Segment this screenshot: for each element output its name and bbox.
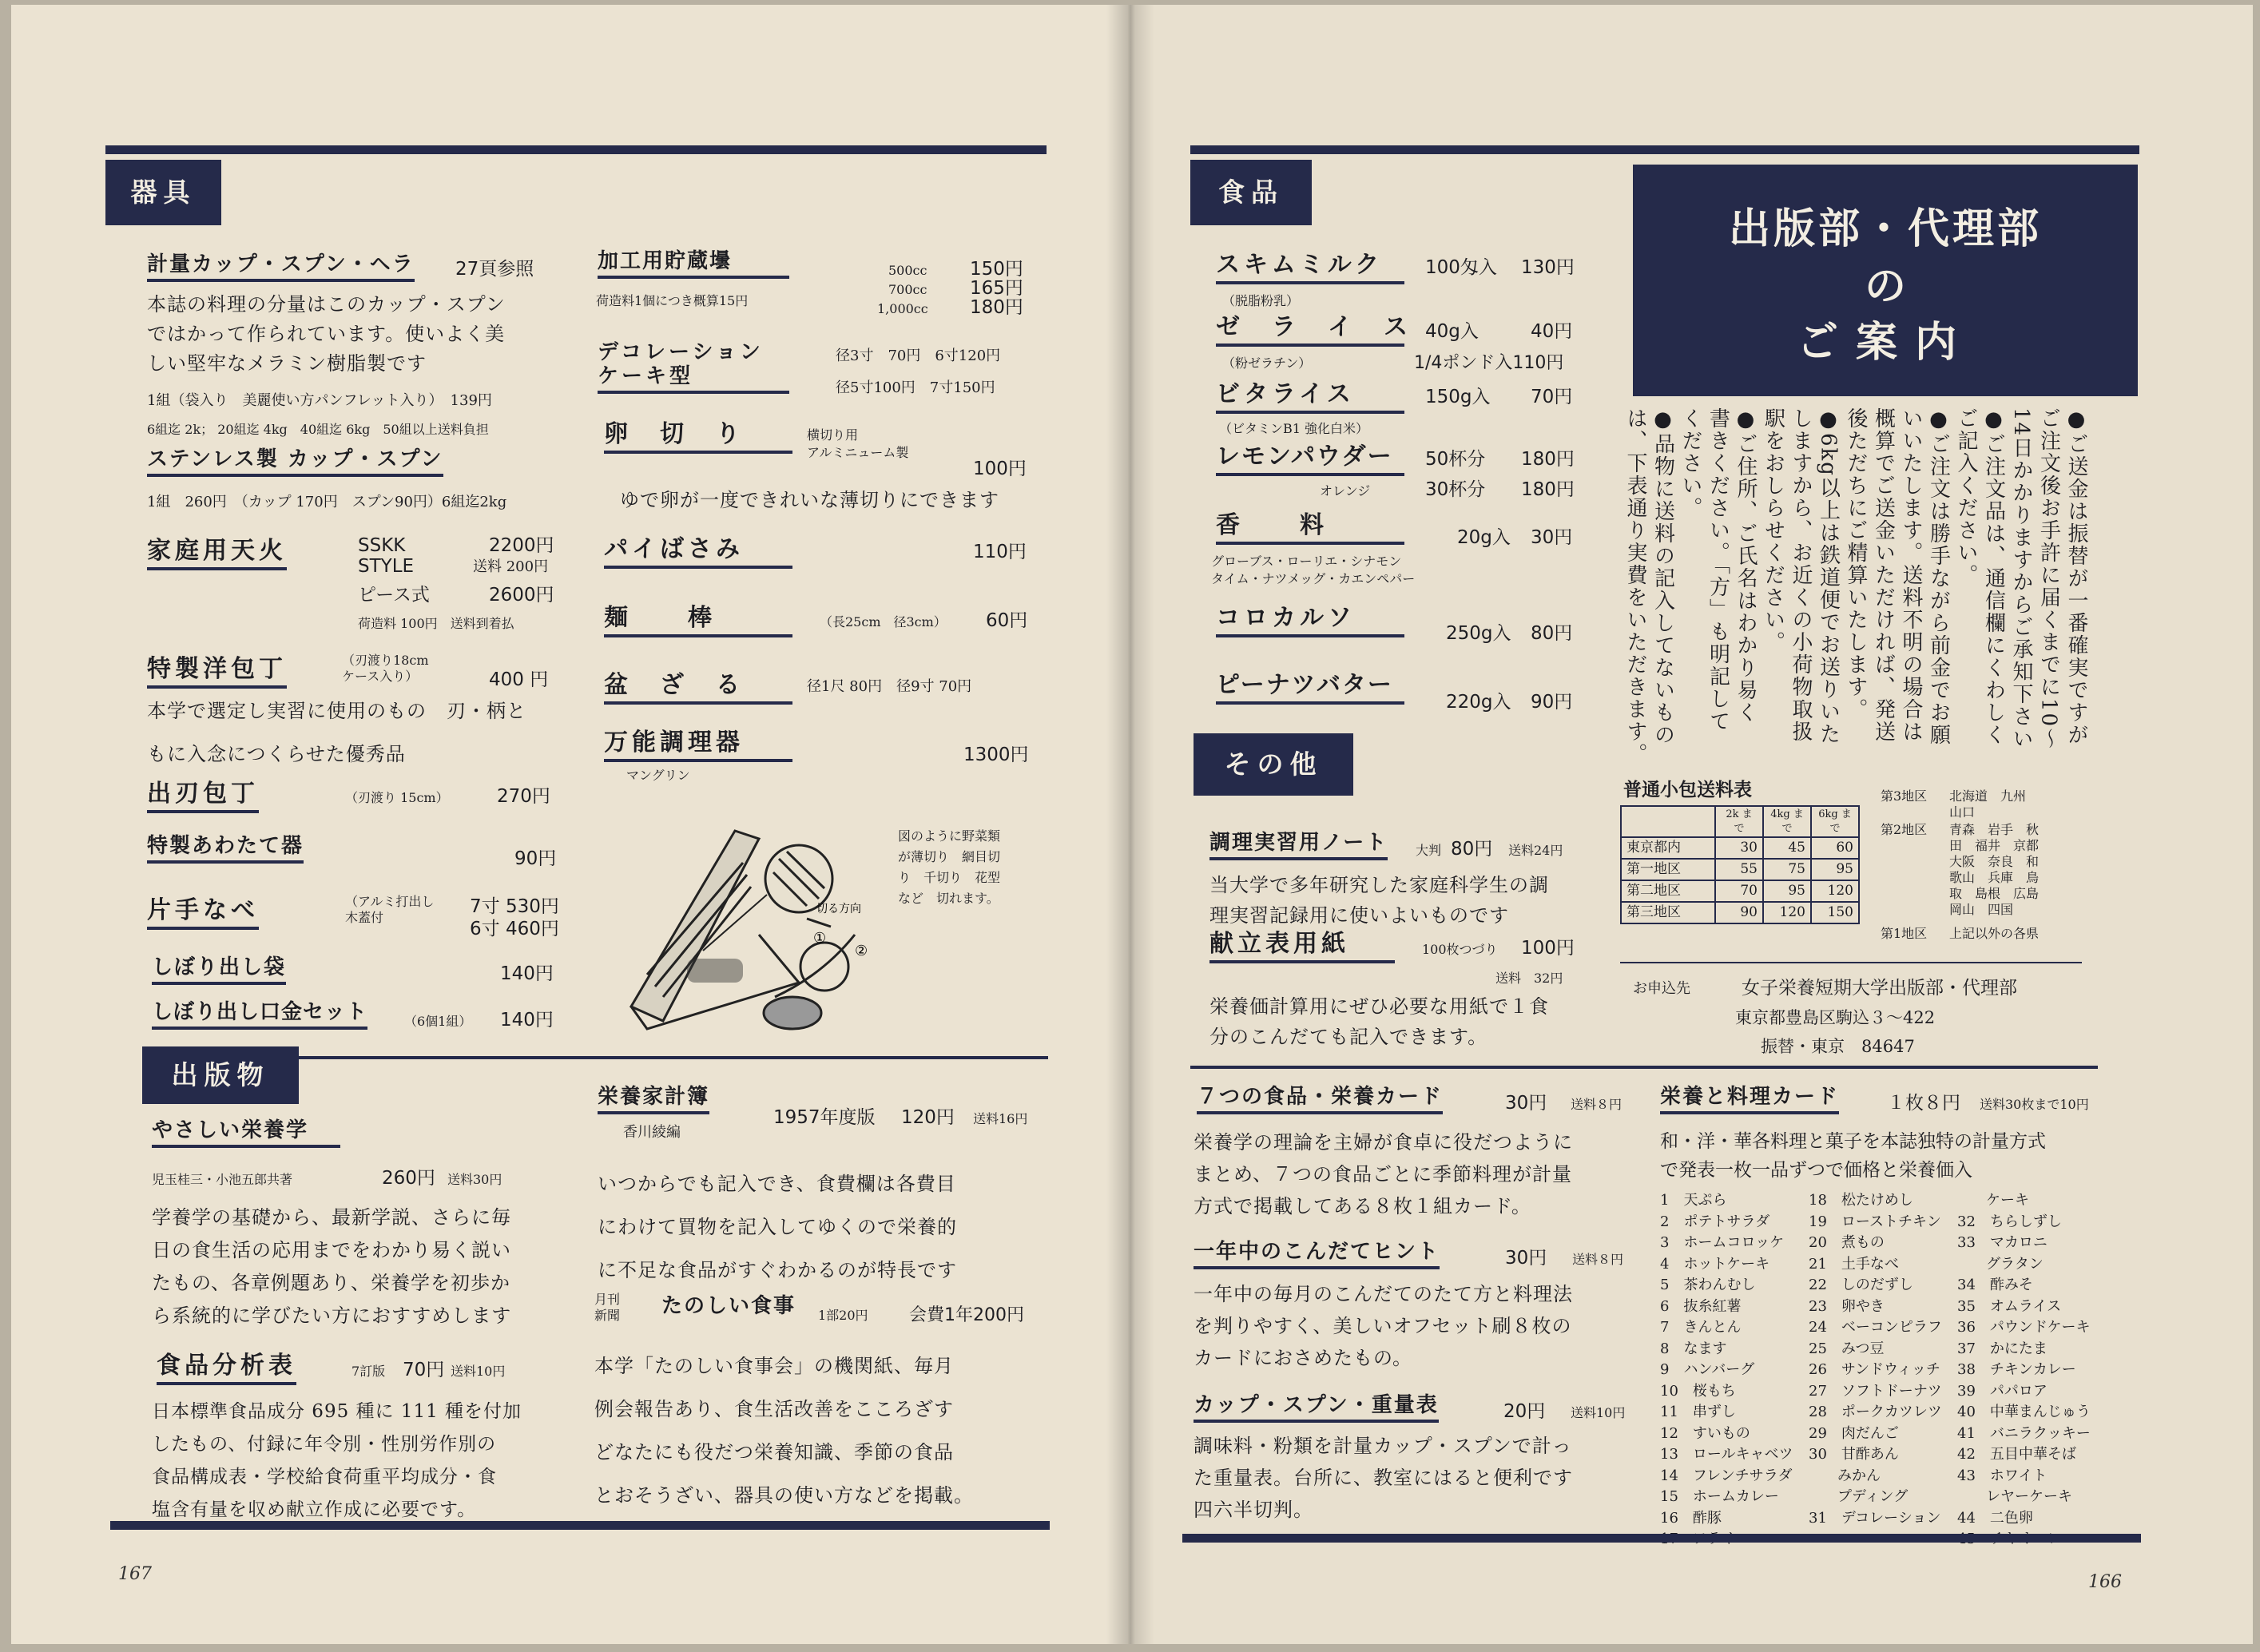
hint-title: 一年中のこんだてヒント [1194,1240,1440,1269]
weight-line-2: た重量表。台所に、教室にはると便利です [1194,1467,1573,1489]
shipping-fee: 150 [1811,902,1859,923]
pan-spec-2: 木蓋付 [345,910,384,925]
guide-title-2: の [1864,263,1906,312]
food-sub-5: グローブス・ローリエ・シナモン [1211,554,1402,569]
slicer-caption-1: 図のように野菜類 [898,828,1001,844]
food-name-7: ピーナツバター [1216,671,1404,705]
food-price-3: 70円 [1531,387,1573,407]
rolling-price: 60円 [986,610,1028,631]
recipecard-price: １枚８円 [1887,1093,1960,1114]
item-title-measuring: 計量カップ・スプン・ヘラ [147,252,415,282]
recipe-card-item: 8 なます [1660,1340,1727,1357]
book1-authors: 児玉桂三・小池五郎共著 [152,1172,293,1187]
recipe-card-item: レヤーケーキ [1957,1488,2072,1505]
jar-price-2: 165円 [970,278,1023,299]
guide-note-col: ●ご送金は振替が一番確実ですが [2064,407,2088,746]
food-name-4: レモンパウダー [1216,443,1404,476]
shipping-fee: 45 [1763,837,1811,859]
shipping-fee: 75 [1763,859,1811,880]
guide-note-col: 概算でご送金いただければ、発送 [1871,407,1896,743]
section-others: その他 [1194,733,1353,796]
slicer-caption-4: など 切れます。 [898,891,999,906]
menu-spec: 100枚つづり [1422,942,1498,957]
book1-line-3: たもの、各章例題あり、栄養学を初歩か [152,1272,511,1294]
stove-price-1: 2200円 [489,535,554,556]
pie-price: 110円 [973,542,1027,562]
shipping-fee: 95 [1811,859,1859,880]
cakemold-row-2: 径5寸100円 7寸150円 [836,379,995,396]
guide-note-col: 駅をおしらせください。 [1761,407,1785,653]
jar-note: 荷造料1個につき概算15円 [596,293,749,308]
shipping-fee: 120 [1811,880,1859,902]
book2-postage: 送料10円 [451,1364,506,1379]
card7-line-3: 方式で掲載してある８枚１組カード。 [1194,1195,1531,1217]
recipe-card-item: 37 かにたま [1957,1340,2048,1357]
measuring-desc-2: ではかって作られています。使いよく美 [147,323,506,345]
book4-line-4: とおそうざい、器具の使い方などを掲載。 [594,1484,974,1507]
ship-head-1: 2k まで [1715,806,1763,837]
pan-spec-1: （アルミ打出し [345,894,435,909]
rolling-spec: （長25cm 径3cm） [820,614,947,629]
bottom-rule-right [1182,1534,2141,1543]
recipe-card-item: ケーキ [1957,1192,2029,1209]
recipe-card-item: 14 フレンチサラダ [1660,1467,1793,1484]
food-sub-3: （ビタミンB1 強化白米） [1219,421,1369,436]
book3-postage: 送料16円 [973,1111,1028,1126]
pan-price-1: 7寸 530円 [470,896,559,917]
item-title-pan: 片手なべ [147,896,259,930]
book-gutter [1106,5,1154,1644]
zone1-label: 第1地区 [1881,926,1928,941]
zone3-label: 第3地区 [1881,788,1928,804]
book3-line-1: いつからでも記入でき、食費欄は各費目 [598,1173,956,1195]
slicer-caption-3: り 千切り 花型 [898,870,1001,885]
section-food: 食品 [1190,160,1312,225]
shipping-fee: 70 [1715,880,1763,902]
zone2-area: 岡山 四国 [1949,902,2014,917]
contact-address: 東京都豊島区駒込３〜422 [1735,1008,1936,1027]
book1-line-2: 日の食生活の応用までをわかり易く説い [152,1239,511,1261]
book3-edition: 1957年度版 [773,1107,876,1128]
food-qty-2: 40g入 [1425,321,1479,342]
food-qty2-2: 1/4ポンド入110円 [1414,353,1564,373]
food-price-2: 40円 [1531,321,1573,342]
notebook-price: 80円 [1451,839,1493,860]
guide-note-col: ●品物に送料の記入してないもの [1650,407,1675,746]
recipe-card-item: 24 ベーコンピラフ [1809,1319,1942,1336]
menu-price: 100円 [1521,938,1575,959]
fig-label-1: ① [813,930,827,947]
hint-line-2: を判りやすく、美しいオフセット刷８枚の [1194,1315,1572,1337]
contact-account: 振替・東京 84647 [1761,1037,1915,1056]
item-title-jar: 加工用貯蔵壜 [598,249,789,279]
contact-name: 女子栄養短期大学出版部・代理部 [1742,978,2017,999]
food-price-4: 180円 [1521,449,1575,470]
recipe-card-item: 28 ポークカツレツ [1809,1404,1942,1420]
recipe-card-item: 3 ホームコロッケ [1660,1234,1785,1251]
item-title-deba: 出刃包丁 [147,780,259,813]
recipe-card-item: 18 松たけめし [1809,1192,1913,1209]
item-title-bag: しぼり出し袋 [152,955,286,985]
recipe-card-item: 30 甘酢あん [1809,1446,1899,1463]
item-title-stainless: ステンレス製 カップ・スプン [147,447,443,477]
whisk-price: 90円 [514,848,557,869]
hint-line-3: カードにおさめたもの。 [1194,1347,1413,1369]
shipping-table [1620,805,1860,924]
deba-spec: （刃渡り 15cm） [345,790,449,805]
measuring-postage: 6組迄 2k； 20組迄 4kg 40組迄 6kg 50組以上送料負担 [147,422,489,437]
food-price-1: 130円 [1521,257,1575,278]
item-title-cakemold-2: ケーキ型 [598,364,789,394]
book2-line-4: 塩含有量を収め献立作成に必要です。 [152,1499,477,1520]
card7-price: 30円 [1505,1093,1547,1114]
recipe-card-item: 11 串ずし [1660,1404,1736,1420]
recipe-card-item: 43 ホワイト [1957,1467,2048,1484]
zone3-area-2: 山口 [1949,804,1976,820]
recipe-card-item: 7 きんとん [1660,1319,1742,1336]
page-number-right: 166 [2088,1572,2122,1592]
jar-size-3: 1,000cc [877,301,928,316]
pub-title-book1: やさしい栄養学 [152,1118,340,1148]
eggcutter-desc: ゆで卵が一度できれいな薄切りにできます [620,489,999,511]
hint-postage: 送料８円 [1572,1252,1624,1267]
notebook-line-2: 理実習記録用に使いよいものです [1209,904,1509,927]
recipe-card-item: 19 ローストチキン [1809,1213,1941,1230]
hint-price: 30円 [1505,1248,1547,1269]
recipe-card-item: 39 パパロア [1957,1382,2048,1400]
guide-title-box [1633,165,2138,396]
food-price-5: 30円 [1531,527,1573,548]
zone2-label: 第2地区 [1881,822,1928,837]
book2-line-3: 食品構成表・学校給食荷重平均成分・食 [152,1467,497,1487]
nozzle-spec: （6個1組） [404,1014,472,1029]
book3-line-2: にわけて買物を記入してゆくので栄養的 [598,1216,957,1238]
book3-line-3: に不足な食品がすぐわかるのが特長です [598,1259,957,1281]
food-name-3: ビタライス [1216,380,1404,414]
book1-line-4: ら系統的に学びたい方におすすめします [152,1305,512,1327]
book3-author: 香川綾編 [623,1124,681,1141]
contact-rule [1620,962,2082,963]
book4-fee: 会費1年200円 [909,1305,1024,1325]
recipe-card-item: 36 パウンドケーキ [1957,1319,2091,1336]
book4-line-1: 本学「たのしい食事会」の機関紙、毎月 [594,1355,954,1377]
food-qty-7: 220g入 [1446,692,1511,713]
guide-note-col: しますから、お近くの小荷物取扱 [1789,407,1813,743]
food-name-6: コロカルソ [1216,604,1404,637]
guide-note-col: ●ご注文品は、通信欄にくわしく [1981,407,2006,746]
recipe-card-item: 33 マカロニ [1957,1234,2048,1251]
top-rule-left [105,145,1047,154]
stove-postage: 送料 200円 [473,558,549,575]
card7-title: ７つの食品・栄養カード [1197,1085,1443,1114]
page-number-left: 167 [118,1564,152,1584]
recipe-card-item: 20 煮もの [1809,1234,1885,1251]
food-sub2-5: タイム・ナツメッグ・カエンペパー [1211,571,1416,586]
item-title-cakemold-1: デコレーション [598,340,764,364]
jar-size-1: 500cc [888,263,927,278]
left-page [11,5,1128,1644]
ship-head-2: 4kg まで [1763,806,1811,837]
card7-line-2: まとめ、７つの食品ごとに季節料理が計量 [1194,1163,1573,1185]
recipecard-line-1: 和・洋・華各料理と菓子を本誌独特の計量方式 [1660,1131,2046,1152]
shipping-region: 第一地区 [1621,859,1715,880]
recipe-card-item: 12 すいもの [1660,1424,1750,1442]
recipe-card-item: 35 オムライス [1957,1297,2062,1315]
zone2-area: 田 福井 京都 [1949,838,2040,853]
contact-label: お申込先 [1633,980,1690,997]
recipe-card-item: 25 みつ豆 [1809,1340,1885,1357]
shipping-fee: 60 [1811,837,1859,859]
book1-postage: 送料30円 [447,1172,502,1187]
recipe-card-item: 31 デコレーション [1809,1509,1941,1527]
recipe-card-item: 16 酢豚 [1660,1509,1722,1527]
guide-title-1: 出版部・代理部 [1728,205,2042,253]
notebook-size: 大判 [1416,843,1442,858]
shipping-region: 東京都内 [1621,837,1715,859]
jar-size-2: 700cc [888,282,927,297]
card7-postage: 送料８円 [1571,1097,1623,1112]
jar-price-1: 150円 [970,259,1023,280]
recipecard-line-2: で発表一枚一品ずつで価格と栄養価入 [1660,1160,1972,1181]
item-title-colander: 盆 ざ る [604,671,792,705]
food-sub-4: オレンジ [1320,483,1371,498]
nozzle-price: 140円 [500,1010,554,1031]
food-sub-1: （脱脂粉乳） [1222,293,1300,308]
measuring-ref: 27頁参照 [455,259,534,280]
recipecard-postage: 送料30枚まで10円 [1980,1097,2089,1112]
shipping-row [1621,837,1859,859]
recipe-card-item: 5 茶わんむし [1660,1277,1756,1293]
stove-price-3: 2600円 [489,585,554,606]
recipe-card-item: 32 ちらしずし [1957,1213,2062,1230]
recipe-card-item: 1 天ぷら [1660,1192,1727,1209]
recipe-card-item: 4 ホットケーキ [1660,1255,1770,1273]
book2-price: 70円 [403,1360,445,1380]
book3-price: 120円 [901,1107,955,1128]
food-price-6: 80円 [1531,623,1573,644]
menu-line-1: 栄養価計算用にぜひ必要な用紙で１食 [1209,995,1549,1018]
guide-note-col: ご記入ください。 [1954,407,1978,586]
recipe-card-item: 44 二色卵 [1957,1509,2033,1527]
book1-line-1: 学養学の基礎から、最新学説、さらに毎 [152,1206,511,1229]
book2-edition: 7訂版 [352,1364,386,1379]
recipe-card-item: 27 ソフトドーナツ [1809,1382,1942,1400]
stainless-line: 1組 260円 （カップ 170円 スプン90円）6組迄2kg [147,494,507,510]
book4-line-2: 例会報告あり、食生活改善をこころざす [594,1398,954,1420]
colander-spec: 径1尺 80円 径9寸 70円 [807,678,972,695]
zone2-area: 大阪 奈良 和 [1949,854,2040,869]
measuring-desc-3: しい堅牢なメラミン樹脂製です [147,352,427,375]
shipping-fee: 55 [1715,859,1763,880]
shipping-title: 普通小包送料表 [1623,780,1752,800]
food-price-7: 90円 [1531,692,1573,713]
stove-model-3: ピース式 [358,585,430,606]
guide-note-col: ●6kg以上は鉄道便でお送りいた [1816,407,1841,745]
recipecard-title: 栄養と料理カード [1660,1085,1839,1114]
guide-note-col: ご注文後お手許に届くまでに10〜 [2036,407,2061,751]
guide-note-col: 書きください。「方」も明記して [1706,407,1730,733]
guide-note-col: 後ただちにご精算いたします。 [1844,407,1868,721]
food-qty-1: 100匁入 [1425,257,1497,278]
knife-price: 400 円 [489,669,549,690]
food-name-5: 香 料 [1216,511,1404,545]
recipe-card-item: 40 中華まんじゅう [1957,1404,2091,1420]
item-title-whisk: 特製あわたて器 [147,834,304,864]
deba-price: 270円 [497,786,550,807]
stove-note: 荷造料 100円 送料到着払 [358,616,514,631]
stove-model-1: SSKK [358,535,406,556]
book2-line-2: したもの、付録に年令別・性別労作別の [152,1434,497,1455]
slicer-price: 1300円 [963,745,1029,765]
item-title-stove: 家庭用天火 [147,537,287,570]
knife-spec-2: ケース入り） [342,669,419,684]
recipe-card-item: 9 ハンバーグ [1660,1361,1755,1378]
shipping-fee: 90 [1715,902,1763,923]
book2-line-1: 日本標準食品成分 695 種に 111 種を付加 [152,1401,522,1422]
recipe-card-item: 15 ホームカレー [1660,1488,1779,1505]
guide-title-3: ご案内 [1796,319,1974,367]
food-qty-3: 150g入 [1425,387,1491,407]
slicer-illustration [615,815,871,1038]
weight-line-3: 四六半切判。 [1194,1499,1313,1521]
recipe-card-item: 26 サンドウィッチ [1809,1361,1940,1378]
weight-postage: 送料10円 [1571,1405,1626,1420]
slicer-caption-2: が薄切り 網目切 [898,849,1001,864]
food-name-1: スキムミルク [1216,251,1404,284]
ship-head-0 [1621,806,1715,837]
zone1-area: 上記以外の各県 [1949,926,2040,941]
item-title-pie: パイばさみ [604,535,792,569]
jar-price-3: 180円 [970,297,1023,318]
recipe-card-item: 29 肉だんご [1809,1424,1899,1442]
food-price2-4: 180円 [1521,479,1575,500]
bottom-section-rule [1190,1066,2098,1069]
recipe-card-item: グラタン [1957,1255,2044,1273]
shipping-region: 第二地区 [1621,880,1715,902]
guide-note-col: いいたします。送料不明の場合は [1899,407,1923,743]
recipe-card-item: 13 ロールキャベツ [1660,1446,1793,1463]
shipping-row [1621,902,1859,923]
recipe-card-item: 41 バニラクッキー [1957,1424,2091,1442]
book4-line-3: どなたにも役だつ栄養知識、季節の食品 [594,1441,954,1463]
top-rule-right [1190,145,2139,154]
food-qty-6: 250g入 [1446,623,1511,644]
weight-title: カップ・スプン・重量表 [1194,1393,1439,1423]
guide-note-col: は、下表通り実費をいただきます。 [1623,407,1647,765]
recipe-card-item: 6 抜糸紅薯 [1660,1297,1742,1315]
shipping-region: 第三地区 [1621,902,1715,923]
others-title-notebook: 調理実習用ノート [1209,831,1388,860]
others-title-menu: 献立表用紙 [1209,930,1395,963]
book1-price: 260円 [382,1168,435,1189]
food-qty-4: 50杯分 [1425,449,1486,470]
notebook-postage: 送料24円 [1508,843,1563,858]
zone2-area: 歌山 兵庫 鳥 [1949,870,2040,885]
guide-note-col: 14日かかりますからご承知下さい [2009,407,2033,751]
eggcutter-spec-1: 横切り用 [807,427,859,443]
card7-line-1: 栄養学の理論を主婦が食卓に役だつように [1194,1131,1573,1154]
measuring-price: 1組（袋入り 美麗使い方パンフレット入り） 139円 [147,392,492,409]
pub-title-book3: 栄養家計簿 [598,1085,709,1114]
zone2-area: 取 島根 広島 [1949,886,2040,901]
shipping-row [1621,859,1859,880]
food-sub-2: （粉ゼラチン） [1222,355,1312,371]
shipping-row [1621,880,1859,902]
recipe-card-item: プディング [1809,1488,1908,1505]
recipe-card-item: 2 ポテトサラダ [1660,1213,1770,1230]
shipping-fee: 120 [1763,902,1811,923]
knife-desc-2: もに入念につくらせた優秀品 [147,743,406,765]
recipe-card-item: 42 五目中華そば [1957,1446,2076,1463]
book4-tag-2: 新聞 [594,1308,621,1323]
weight-line-1: 調味料・粉類を計量カップ・スプンで計っ [1194,1435,1572,1457]
fig-label-direction: 切る方向 [816,903,861,915]
recipe-card-item: 22 しのだずし [1809,1277,1913,1293]
menu-postage: 送料 32円 [1495,971,1563,986]
knife-spec-1: （刃渡り18cm [342,653,429,668]
weight-price: 20円 [1503,1401,1546,1422]
eggcutter-price: 100円 [973,459,1027,479]
zone2-area: 青森 岩手 秋 [1949,822,2040,837]
item-title-eggcutter: 卵 切 り [604,420,792,454]
bag-price: 140円 [500,963,554,984]
recipe-card-item: 34 酢みそ [1957,1277,2033,1293]
recipe-card-item: みかん [1809,1467,1881,1484]
recipe-card-item: 38 チキンカレー [1957,1361,2076,1378]
pub-title-book4: たのしい食事 [661,1294,796,1318]
ship-head-3: 6kg まで [1811,806,1859,837]
measuring-desc-1: 本誌の料理の分量はこのカップ・スプン [147,293,506,316]
guide-note-col: ●ご注文は勝手ながら前金でお願 [1926,407,1951,746]
shipping-fee: 95 [1763,880,1811,902]
zone3-area-1: 北海道 九州 [1949,788,2027,804]
pub-rule [288,1056,1048,1059]
notebook-line-1: 当大学で多年研究した家庭科学生の調 [1209,874,1549,896]
knife-desc-1: 本学で選定し実習に使用のもの 刃・柄と [147,700,526,722]
book4-copy: 1部20円 [818,1308,868,1323]
bottom-rule-left [110,1521,1050,1530]
food-name-2: ゼ ラ イ ス [1216,313,1404,347]
item-title-knife: 特製洋包丁 [147,655,287,689]
cakemold-row-1: 径3寸 70円 6寸120円 [836,347,1001,364]
recipe-card-item: 23 卵やき [1809,1297,1885,1315]
shipping-fee: 30 [1715,837,1763,859]
book4-tag-1: 月刊 [594,1292,621,1307]
section-kigu: 器具 [105,160,221,225]
recipe-card-item: 10 桜もち [1660,1382,1736,1400]
guide-note-col: ●ご住所、ご氏名はわかり易く [1734,407,1758,724]
recipe-card-item: 21 土手なべ [1809,1255,1899,1273]
eggcutter-spec-2: アルミニューム製 [807,445,909,460]
food-qty-5: 20g入 [1457,527,1511,548]
stove-model-2: STYLE [358,556,415,577]
item-title-slicer: 万能調理器 [604,729,792,762]
item-title-rolling: 麺 棒 [604,604,792,637]
item-title-nozzle: しぼり出し口金セット [152,1000,367,1030]
hint-line-1: 一年中の毎月のこんだてのたて方と料理法 [1194,1283,1573,1305]
slicer-sub: マングリン [626,768,690,783]
guide-note-col: ください。 [1678,407,1702,519]
section-publications: 出版物 [142,1046,299,1104]
pan-price-2: 6寸 460円 [470,919,559,939]
food-qty2-4: 30杯分 [1425,479,1486,500]
pub-title-book2: 食品分析表 [157,1352,296,1385]
fig-label-2: ② [855,943,868,959]
menu-line-2: 分のこんだても記入できます。 [1209,1026,1488,1048]
